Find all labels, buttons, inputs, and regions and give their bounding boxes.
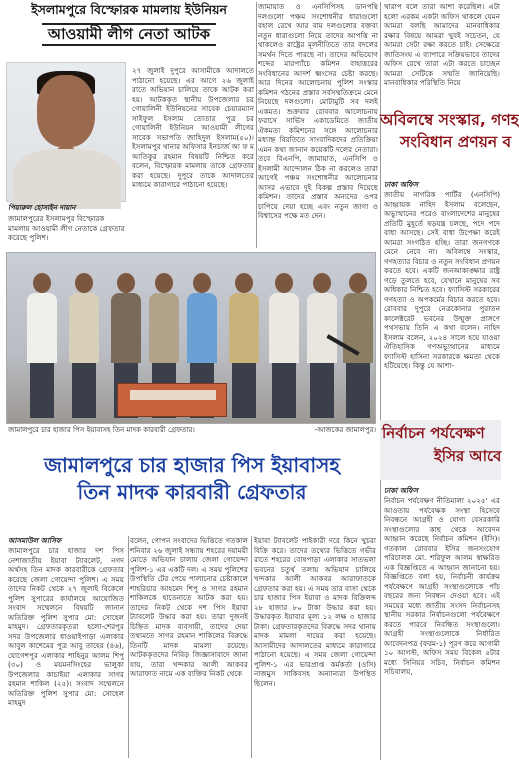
story2-headline[interactable] <box>4 452 380 534</box>
column-rule <box>128 536 129 758</box>
right-story3-headline[interactable] <box>382 422 501 478</box>
story2-headline-line2: তিন মাদক কারবারী গ্রেফতার <box>77 480 307 504</box>
group-photo-caption: জামালপুরে চার হাজার পিস ইয়াবাসহ তিন মাদক কারবারী গ্রেফতার। <box>8 426 195 434</box>
story1-headline-line1: ইসলামপুরে বিস্ফোরক মামলায় ইউনিয়ন <box>31 2 227 17</box>
right-story3-headline-line2: ইসির আবে <box>434 446 502 465</box>
right-column-top-body: খারাপ বলে তারা আশা করেছিল। এটা হলো এরকম একটা অফিস থাকলে যেমন আমরা বলছি আমাদের মানবাধিকার রক্ষার বিষয়ে আমরা খুবই সচেতন, যে আমরা সেটা রক্ষা করতে চাই। সেক্ষেত্রে জাতিসংঘ এ ব্যাপারে সক্রিয়ভাবে তাদের অফিস রেখে তারা এটা করতে চাচ্ছেন আমরা সেটিকে সম্মতি জানিয়েছি। মানবাধিকার পরিস্থিতি নিয়ে <box>384 2 500 87</box>
right-story3-byline: ঢাকা অফিস <box>384 486 419 495</box>
right-story2-body: জাতীয় নাগরিক পার্টির (এনসিপি) আহ্বায়ক নাহিদ ইসলাম বলেছেন, অভ্যুত্থানের পরেও বাংলাদেশের মানুষের প্রতিটি মুহূর্তে ষড়যন্ত্র চলছে, পদে পদে বাধা আসছে। সেই বাধা উপেক্ষা করেই আমরা সংগঠিত হচ্ছি। তারা জনগণকে মেনে নেবে না। অবিলম্বে সংস্কার, গণহত্যার বিচার ও নতুন সংবিধান প্রণয়ন করতে হবে। একটি জনআকাঙ্ক্ষার রাষ্ট্র গড়ে তুলতে হবে, যেখানে মানুষের সব অধিকার নিশ্চিত হবে। ফ্যাসিস্ট সরকারের গণহত্যা ও অপকর্মের বিচার করতে হবে। রোববার দুপুরে নেত্রকোনার পুরাতন কালেক্টরেট ভবনের উন্মুক্ত প্রাঙ্গণে পথসভায় তিনি এ কথা বলেন। নাহিদ ইসলাম বলেন, ২০২৪ সালে হয়ে যাওয়া ঐতিহাসিক গণঅভ্যুত্থানের মাধ্যমে ফ্যাসিস্ট হাসিনা সরকারকে ক্ষমতা থেকে হটিয়েছে। কিন্তু যে আশা- <box>384 190 500 370</box>
photo-credit: পিয়ারুল হোসাইন দায়ান <box>8 204 76 212</box>
story1-headline-line2: আওয়ামী লীগ নেতা আটক <box>47 24 211 43</box>
right-story2-headline[interactable] <box>380 110 519 182</box>
portrait-photo <box>6 62 126 202</box>
story2-column3: ইয়াবা ট্যাবলেট পাইকারী দরে কিনে খুচরা বিক্রি করে। তাদের তথ্যের ভিত্তিতে গভীর রাতে শহরের বোষপাড়া এলাকার সাতভলা ভবনের চতুর্থ তলায় অভিযান চালিয়ে খন্দকার আলী আকবর আরাফাতকে গ্রেফতার করা হয়। এ সময় তার বাসা থেকে চার হাজার পিস ইয়াবা ও মাদক বিক্রিলব্দ ২৮ হাজার ৮০ টাকা উদ্ধার করা হয়। উদ্ধারকৃত ইয়াবার মূল্য ১২ লক্ষ ৩ হাজার টাকা। গ্রেফতারকৃতদের বিরুদ্ধে সদর থানায় মাদক মামলা দায়ের করা হয়েছে। আসামীদের আদালতের মাধ্যমে কারাগারে পাঠানো হয়েছে। এ সময় জেলা গোয়েন্দা পুলিশ-১ এর ভারপ্রাপ্ত কর্মকর্তা (ওসি) নাজমুস সাকিবসহ অন্যান্যরা উপস্থিত ছিলেন। <box>254 536 376 688</box>
column-rule <box>251 536 252 758</box>
evidence-table <box>117 383 227 417</box>
right-story2-byline: ঢাকা অফিস <box>384 180 419 189</box>
story2-byline: আসমাউল আসিফ <box>8 536 62 545</box>
story2-column1: জামালপুরে চার হাজার দশ পিস নেশাজাতীয় ইয়াবা ট্যাবলেট, নগদ অর্থসহ তিন মাদক কারবারীকে গ্রেফতার করেছে জেলা গোয়েন্দা পুলিশ। এ সময় তাদের নিকট থেকে ২৭ জুলাই বিকেলে পুলিশ সুপারের কার্যালয়ে আয়োজিত সংবাদ সম্মেলনে বিষয়টি জানান অতিরিক্ত পুলিশ সুপার মো: সোহেল মাহমুদ। গ্রেফতারকৃতরা হলো-শেরপুর সদর উপজেলার ধাওয়াইপাড়া এলাকার আবুল কাশেমের পুত্র আবু তাহের (৪৬), যোগেশপুর এলাকার শাহিনুর আলম শিপু (৩০) ও ময়মনসিংহের ভালুকা উপজেলার কাচাইয়া এলাকার সাগর রহমান শাকিল (২৫)। সংবাদ সম্মেলনে অতিরিক্ত পুলিশ সুপার মো: সোহেল মাহমুদ <box>8 546 124 707</box>
photo-caption: জামালপুরের ইসলামপুর বিস্ফোরক মামলায় আওয়ামী লীগ নেতাকে গ্রেফতার করেছে পুলিশ। <box>8 214 125 242</box>
right-story3-body: নির্বাচন পর্যবেক্ষণ নীতিমালা ২০২৫' এর আওতায় পর্যবেক্ষক সংস্থা হিসেবে নিবন্ধনে আগ্রহী ও যোগ্য বেসরকারি সংস্থাগুলোর কাছ থেকে আবেদন আহ্বান করেছে নির্বাচন কমিশন (ইসি)। গতকাল রোববার ইসির জনসংযোগ পরিচালক মো. শরিফুল আলম স্বাক্ষরিত এক বিজ্ঞপ্তিতে এ আহ্বান জানানো হয়। বিজ্ঞপ্তিতে বলা হয়, নির্বাচনী কার্যক্রম পর্যবেক্ষণে আগ্রহী সংস্থাগুলোকে পাঁচ বছরের জন্য নিবন্ধন দেওয়া হবে। এই সময়ের মধ্যে জাতীয় সংসদ নির্বাচনসহ স্থানীয় সরকার নির্বাচনগুলো পর্যবেক্ষণে করতে পারবে নিবন্ধিত সংস্থাগুলো। আগ্রহী সংস্থাগুলোকে নির্ধারিত আবেদনপত্র (ফরম-১) পূরণ করে আগামী ১০ আগস্ট, অফিস সময় বিকেল ৫টার মধ্যে সিনিয়র সচিব, নির্বাচন কমিশন সচিবালয়, <box>384 496 500 676</box>
right-story2-headline-line2: সংবিধান প্রণয়ন ব <box>400 132 512 151</box>
right-story2-headline-line1: অবিলম্বে সংস্কার, গণহ <box>380 111 519 129</box>
story1-headline[interactable] <box>4 2 254 60</box>
right-story3-headline-line1: নির্বাচন পর্যবেক্ষণ <box>382 424 485 442</box>
mid-column-story-body: জামায়াত ও এনসিপিসহ ডানপন্থি দলগুলো পঞ্চম সংশোধনীর ধারাগুলো বহাল রেখে আর বাম দলগুলোর বক্তব্য নতুন ধারাগুলো নিয়ে তাদের আপত্তি না থাকলেও রাষ্ট্রের মূলনীতিতে তার বদলের সমর্থন দিতে পারছে না। তাদের অভিযোগ শব্দের মারপ্যাঁচে কমিশন বাহাত্তরের সংবিধানের আদর্শ ধ্বংসের চেষ্টা করছে। আর দিনের আলোচনায় পুলিশ সংস্কার কমিশন গঠনের প্রস্তাব সর্বসম্মতিক্রমে মেনে নিয়েছে দলগুলো। মোটামুটি সব দলই একমত। শুক্রবার রোববার আলোচনায় ফরাসে সার্ভিস একাডেমিতে জাতীয় ঐকমত্য কমিশনের সঙ্গে আলোচনার মধ্যাহ্ন বিরতিতে সাংবাদিকদের প্রতিক্রিয়া এমন কথা জানান কয়েকটি দলের নেতারা। তবে বিএনপি, জামায়াত, এনসিপি ও ইসলামী আন্দোলন ঠিক না করলেও তারা আগেই পঞ্চম সংশোধনীর আলোচনার আসর এভাবে দুই বিকল্প প্রস্তাব দিয়েছে কমিশন। তাদের প্রস্তাব অন্যদের ওপর চাপিয়ে দেয়া হচ্ছে এবং নতুন জাগা ও বিশ্বাসের পক্ষে মত দেন। <box>258 2 378 220</box>
story2-headline-line1: জামালপুরে চার হাজার পিস ইয়াবাসহ <box>44 453 340 477</box>
story2-column2: বলেন, গোপন সংবাদের ভিত্তিতে গতকাল শনিবার ২৬ জুলাই সন্ধ্যায় শহরের দয়াময়ী মোড়ে অভিযান চালায় জেলা গোয়েন্দা পুলিশ-১ এর একটি দল। এ সময় পুলিশের উপস্থিতি টের পেয়ে পালানোর চেষ্টাকালে শাহরিয়ার আহমেদ শিপু ও সাগর রহমান শাকিলকে হাতেনাতে আটক করা হয়। তাদের নিকট থেকে দশ পিস ইয়াবা ট্যাবলেট উদ্ধার করা হয়। তারা দুজনই চিহ্নিত মাদক ব্যবসায়ী, তাদের দেয়া তথ্যমতে সাগর রহমান শাকিলের বিরুদ্ধে তিনটি মাদক মামলা রয়েছে। আটককৃতদের নিবিড় জিজ্ঞাসাবাদে জানা যায়, তারা খন্দকার আলী আকবর আরাফাত নামে এক ব্যক্তির নিকট থেকে <box>130 536 248 678</box>
group-arrest-photo <box>6 252 376 424</box>
story1-body: ২৭ জুলাই দুপুরে আসামীকে আদালতে পাঠানো হয়েছে। এর আগে ২৬ জুলাই রাতে অভিযান চালিয়ে তাকে আটক করা হয়। আটককৃত স্থানীয় উপজেলার চর গোয়ালিনী ইউনিয়নের সাবেক চেয়ারম্যান সাইফুল ইসলাম তোতার পুত্র চর গোয়ালিনী ইউনিয়ন আওয়ামী লীগের সাবেক সভাপতি জাহিদুল ইসলাম(৫০)। ইসলামপুর থানার অফিসার ইনচার্জ আ ফ ম আতিকুর রহমান বিষয়টি নিশ্চিত করে বলেন, বিস্ফোরক মামলায় তাকে গ্রেফতার করা হয়েছে। দুপুরে তাকে আদালতের মাধ্যমে কারাগারে পাঠানো হয়েছে। <box>132 66 254 189</box>
story1-headline-box <box>42 23 216 46</box>
group-photo-credit: -আজকের জামালপুর। <box>314 426 376 434</box>
column-rule <box>256 2 257 248</box>
